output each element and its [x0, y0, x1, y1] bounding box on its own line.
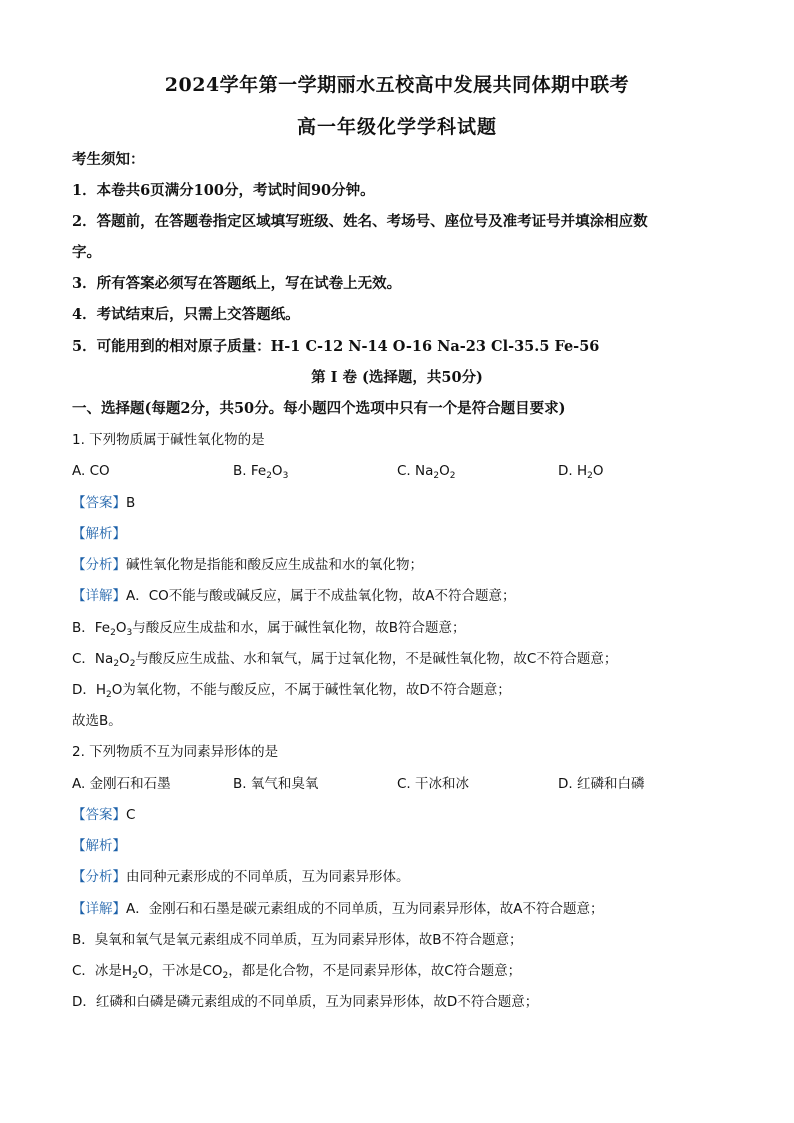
notice-item: 4．考试结束后，只需上交答题纸。 — [72, 306, 300, 323]
q2-option-b: B. 氧气和臭氧 — [233, 776, 319, 792]
q2-fenxi: 【分析】由同种元素形成的不同单质，互为同素异形体。 — [72, 869, 410, 885]
question-2-stem: 2. 下列物质不互为同素异形体的是 — [72, 744, 279, 760]
q1-analysis-tag: 【解析】 — [72, 526, 126, 542]
exam-title: 2024学年第一学期丽水五校高中发展共同体期中联考 — [164, 74, 630, 96]
q2-option-a: A. 金刚石和石墨 — [72, 776, 171, 792]
notice-item: 5．可能用到的相对原子质量：H-1 C-12 N-14 O-16 Na-23 Cl-35.5 Fe-56 — [72, 338, 600, 355]
q1-detail-a: 【详解】A．CO不能与酸或碱反应，属于不成盐氧化物，故A不符合题意； — [72, 588, 516, 604]
notice-item: 字。 — [72, 244, 101, 261]
exam-subtitle: 高一年级化学学科试题 — [296, 116, 497, 138]
q1-option-a: A. CO — [72, 463, 110, 479]
q1-option-d: D. $H_2O$ — [558, 463, 604, 481]
q2-detail-b: B．臭氧和氧气是氧元素组成不同单质，互为同素异形体，故B不符合题意； — [72, 932, 523, 948]
q2-detail-c: C．冰是$H_2O$，干冰是$CO_2$，都是化合物，不是同素异形体，故C符合题意； — [72, 963, 522, 981]
part-heading: 第 I 卷 (选择题，共50分) — [311, 369, 483, 386]
q2-option-c: C. 干冰和冰 — [397, 776, 470, 792]
q1-answer: 【答案】B — [72, 495, 136, 511]
notice-item: 1．本卷共6页满分100分，考试时间90分钟。 — [72, 182, 375, 199]
q2-option-d: D. 红磷和白磷 — [558, 776, 645, 792]
notice-item: 3．所有答案必须写在答题纸上，写在试卷上无效。 — [72, 275, 402, 292]
notice-item: 2．答题前，在答题卷指定区域填写班级、姓名、考场号、座位号及准考证号并填涂相应数 — [72, 213, 648, 230]
q1-detail-b: B．$Fe_2O_3$与酸反应生成盐和水，属于碱性氧化物，故B符合题意； — [72, 620, 466, 638]
q1-option-b: B. $Fe_2O_3$ — [233, 463, 289, 481]
notice-heading: 考生须知： — [72, 151, 145, 168]
section-heading: 一、选择题(每题2分，共50分。每小题四个选项中只有一个是符合题目要求) — [72, 400, 566, 417]
q1-detail-c: C．$Na_2O_2$与酸反应生成盐、水和氧气，属于过氧化物，不是碱性氧化物，故C不符合题意； — [72, 651, 618, 669]
q2-detail-d: D．红磷和白磷是磷元素组成的不同单质，互为同素异形体，故D不符合题意； — [72, 994, 539, 1010]
q1-option-c: C. $Na_2O_2$ — [397, 463, 456, 481]
q2-analysis-tag: 【解析】 — [72, 838, 126, 854]
q1-conclusion: 故选B。 — [72, 713, 122, 729]
q2-answer: 【答案】C — [72, 807, 136, 823]
q2-detail-a: 【详解】A．金刚石和石墨是碳元素组成的不同单质，互为同素异形体，故A不符合题意； — [72, 901, 604, 917]
q1-fenxi: 【分析】碱性氧化物是指能和酸反应生成盐和水的氧化物； — [72, 557, 423, 573]
q1-detail-d: D．$H_2O$为氧化物，不能与酸反应，不属于碱性氧化物，故D不符合题意； — [72, 682, 511, 700]
question-1-stem: 1. 下列物质属于碱性氧化物的是 — [72, 432, 265, 448]
